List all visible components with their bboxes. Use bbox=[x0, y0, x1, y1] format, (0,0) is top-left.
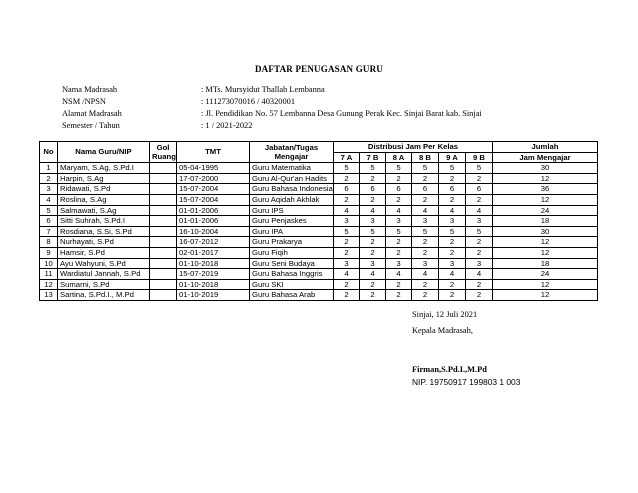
info-value: : 111273070016 / 40320001 bbox=[201, 97, 296, 106]
signature-place-date: Sinjai, 12 Juli 2021 bbox=[412, 310, 478, 319]
cell-no: 6 bbox=[40, 216, 58, 227]
cell-no: 12 bbox=[40, 279, 58, 290]
cell-class-8b: 2 bbox=[412, 194, 439, 205]
cell-class-8a: 2 bbox=[386, 290, 412, 301]
cell-class-9b: 5 bbox=[466, 226, 493, 237]
cell-gol-ruang bbox=[150, 194, 177, 205]
cell-teacher-name: Ridawati, S.Pd bbox=[58, 184, 150, 195]
cell-class-7b: 5 bbox=[360, 226, 386, 237]
cell-class-8a: 5 bbox=[386, 226, 412, 237]
table-row bbox=[40, 194, 598, 205]
cell-class-8b: 3 bbox=[412, 216, 439, 227]
table-row bbox=[40, 290, 598, 301]
table-header-row bbox=[40, 142, 598, 153]
cell-class-9b: 4 bbox=[466, 269, 493, 280]
signature-position: Kepala Madrasah, bbox=[412, 326, 473, 335]
cell-jabatan: Guru Bahasa Indonesia bbox=[250, 184, 334, 195]
cell-total-hours: 12 bbox=[493, 279, 598, 290]
cell-class-8a: 4 bbox=[386, 205, 412, 216]
cell-jabatan: Guru Matematika bbox=[250, 163, 334, 174]
info-label: Semester / Tahun bbox=[62, 121, 120, 130]
cell-class-9b: 2 bbox=[466, 247, 493, 258]
cell-teacher-name: Sitti Suhrah, S.Pd.I bbox=[58, 216, 150, 227]
cell-jabatan: Guru Bahasa Inggris bbox=[250, 269, 334, 280]
cell-class-8b: 2 bbox=[412, 247, 439, 258]
cell-total-hours: 12 bbox=[493, 237, 598, 248]
cell-class-7a: 2 bbox=[334, 290, 360, 301]
cell-jabatan: Guru IPA bbox=[250, 226, 334, 237]
cell-tmt: 15-07-2019 bbox=[177, 269, 250, 280]
cell-total-hours: 12 bbox=[493, 290, 598, 301]
signature-name: Firman,S.Pd.I.,M.Pd bbox=[412, 365, 487, 374]
cell-class-7a: 3 bbox=[334, 216, 360, 227]
cell-teacher-name: Roslina, S.Ag bbox=[58, 194, 150, 205]
cell-class-8a: 3 bbox=[386, 216, 412, 227]
cell-total-hours: 18 bbox=[493, 216, 598, 227]
cell-class-8a: 2 bbox=[386, 279, 412, 290]
cell-class-8b: 6 bbox=[412, 184, 439, 195]
header-tmt: TMT bbox=[177, 142, 250, 163]
cell-jabatan: Guru Fiqih bbox=[250, 247, 334, 258]
header-jabatan bbox=[250, 142, 334, 163]
cell-class-7a: 2 bbox=[334, 247, 360, 258]
cell-class-7a: 2 bbox=[334, 279, 360, 290]
cell-teacher-name: Salmawati, S.Ag bbox=[58, 205, 150, 216]
info-value: : Jl. Pendidikan No. 57 Lembanna Desa Gunung Perak Kec. Sinjai Barat kab. Sinjai bbox=[201, 109, 482, 118]
cell-class-7b: 2 bbox=[360, 279, 386, 290]
cell-total-hours: 24 bbox=[493, 269, 598, 280]
cell-class-9a: 2 bbox=[439, 173, 466, 184]
cell-class-8a: 2 bbox=[386, 194, 412, 205]
cell-class-8b: 2 bbox=[412, 279, 439, 290]
teacher-assignment-table bbox=[39, 141, 598, 301]
cell-jabatan: Guru Penjaskes bbox=[250, 216, 334, 227]
table-row bbox=[40, 226, 598, 237]
cell-tmt: 01-10-2019 bbox=[177, 290, 250, 301]
header-jabatan-line2: Mengajar bbox=[274, 152, 309, 162]
cell-total-hours: 30 bbox=[493, 226, 598, 237]
cell-no: 10 bbox=[40, 258, 58, 269]
signature-nip: NIP. 19750917 199803 1 003 bbox=[412, 377, 521, 387]
cell-total-hours: 12 bbox=[493, 194, 598, 205]
cell-class-9b: 3 bbox=[466, 216, 493, 227]
table-row bbox=[40, 216, 598, 227]
cell-jabatan: Guru SKI bbox=[250, 279, 334, 290]
cell-gol-ruang bbox=[150, 216, 177, 227]
cell-tmt: 01-01-2006 bbox=[177, 205, 250, 216]
cell-gol-ruang bbox=[150, 258, 177, 269]
cell-teacher-name: Maryam, S.Ag, S.Pd.I bbox=[58, 163, 150, 174]
cell-class-9a: 4 bbox=[439, 269, 466, 280]
header-jam-mengajar: Jam Mengajar bbox=[493, 152, 598, 163]
cell-no: 3 bbox=[40, 184, 58, 195]
cell-class-9b: 2 bbox=[466, 173, 493, 184]
cell-gol-ruang bbox=[150, 226, 177, 237]
header-class-9b: 9 B bbox=[466, 152, 493, 163]
cell-jabatan: Guru Bahasa Arab bbox=[250, 290, 334, 301]
cell-tmt: 02-01-2017 bbox=[177, 247, 250, 258]
cell-class-8b: 4 bbox=[412, 269, 439, 280]
cell-class-8b: 2 bbox=[412, 173, 439, 184]
table-row bbox=[40, 163, 598, 174]
cell-class-9a: 2 bbox=[439, 237, 466, 248]
cell-class-7b: 3 bbox=[360, 258, 386, 269]
header-class-8b: 8 B bbox=[412, 152, 439, 163]
cell-tmt: 01-10-2018 bbox=[177, 258, 250, 269]
header-class-7a: 7 A bbox=[334, 152, 360, 163]
cell-class-7b: 2 bbox=[360, 237, 386, 248]
cell-class-7a: 2 bbox=[334, 173, 360, 184]
cell-class-7a: 4 bbox=[334, 205, 360, 216]
cell-teacher-name: Sumarni, S.Pd bbox=[58, 279, 150, 290]
cell-class-9a: 5 bbox=[439, 226, 466, 237]
cell-gol-ruang bbox=[150, 184, 177, 195]
cell-class-9b: 2 bbox=[466, 290, 493, 301]
cell-jabatan: Guru IPS bbox=[250, 205, 334, 216]
cell-class-7a: 2 bbox=[334, 237, 360, 248]
header-no: No bbox=[40, 142, 58, 163]
cell-class-8a: 6 bbox=[386, 184, 412, 195]
header-class-8a: 8 A bbox=[386, 152, 412, 163]
info-label: Alamat Madrasah bbox=[62, 109, 122, 118]
table-row bbox=[40, 184, 598, 195]
cell-total-hours: 18 bbox=[493, 258, 598, 269]
cell-gol-ruang bbox=[150, 173, 177, 184]
cell-gol-ruang bbox=[150, 279, 177, 290]
cell-no: 1 bbox=[40, 163, 58, 174]
cell-tmt: 16-10-2004 bbox=[177, 226, 250, 237]
cell-total-hours: 12 bbox=[493, 173, 598, 184]
info-value: : 1 / 2021-2022 bbox=[201, 121, 253, 130]
cell-class-8b: 2 bbox=[412, 237, 439, 248]
header-jumlah: Jumlah bbox=[493, 142, 598, 153]
cell-gol-ruang bbox=[150, 290, 177, 301]
cell-total-hours: 24 bbox=[493, 205, 598, 216]
cell-jabatan: Guru Seni Budaya bbox=[250, 258, 334, 269]
table-row bbox=[40, 205, 598, 216]
cell-class-7b: 4 bbox=[360, 205, 386, 216]
cell-no: 5 bbox=[40, 205, 58, 216]
cell-class-7a: 6 bbox=[334, 184, 360, 195]
cell-no: 9 bbox=[40, 247, 58, 258]
cell-class-7b: 4 bbox=[360, 269, 386, 280]
cell-class-9a: 4 bbox=[439, 205, 466, 216]
cell-class-9b: 6 bbox=[466, 184, 493, 195]
table-row bbox=[40, 258, 598, 269]
table-row bbox=[40, 279, 598, 290]
cell-gol-ruang bbox=[150, 247, 177, 258]
cell-class-9a: 5 bbox=[439, 163, 466, 174]
info-label: Nama Madrasah bbox=[62, 85, 118, 94]
header-gol-ruang bbox=[150, 142, 177, 163]
cell-class-8b: 4 bbox=[412, 205, 439, 216]
cell-class-8a: 2 bbox=[386, 247, 412, 258]
cell-jabatan: Guru Al-Qur'an Hadits bbox=[250, 173, 334, 184]
cell-gol-ruang bbox=[150, 163, 177, 174]
cell-jabatan: Guru Aqidah Akhlak bbox=[250, 194, 334, 205]
header-distribusi: Distribusi Jam Per Kelas bbox=[334, 142, 493, 153]
cell-tmt: 15-07-2004 bbox=[177, 194, 250, 205]
cell-class-9b: 2 bbox=[466, 194, 493, 205]
cell-class-9b: 3 bbox=[466, 258, 493, 269]
cell-class-8b: 2 bbox=[412, 290, 439, 301]
cell-class-8b: 5 bbox=[412, 163, 439, 174]
cell-class-8a: 2 bbox=[386, 173, 412, 184]
cell-total-hours: 30 bbox=[493, 163, 598, 174]
cell-class-8b: 3 bbox=[412, 258, 439, 269]
table-row bbox=[40, 237, 598, 248]
table-row bbox=[40, 173, 598, 184]
cell-class-8a: 5 bbox=[386, 163, 412, 174]
cell-class-8a: 2 bbox=[386, 237, 412, 248]
header-class-7b: 7 B bbox=[360, 152, 386, 163]
cell-tmt: 15-07-2004 bbox=[177, 184, 250, 195]
document-title: DAFTAR PENUGASAN GURU bbox=[254, 64, 384, 74]
cell-no: 4 bbox=[40, 194, 58, 205]
table-body bbox=[40, 163, 598, 301]
cell-total-hours: 12 bbox=[493, 247, 598, 258]
cell-class-7a: 2 bbox=[334, 194, 360, 205]
cell-class-7b: 2 bbox=[360, 247, 386, 258]
cell-teacher-name: Wardiatul Jannah, S.Pd bbox=[58, 269, 150, 280]
cell-class-7a: 3 bbox=[334, 258, 360, 269]
cell-class-9a: 2 bbox=[439, 194, 466, 205]
header-ruang: Ruang bbox=[152, 152, 176, 162]
header-class-9a: 9 A bbox=[439, 152, 466, 163]
cell-class-7b: 3 bbox=[360, 216, 386, 227]
cell-gol-ruang bbox=[150, 269, 177, 280]
info-value: : MTs. Mursyidut Thallab Lembanna bbox=[201, 85, 325, 94]
cell-class-9a: 2 bbox=[439, 279, 466, 290]
cell-gol-ruang bbox=[150, 237, 177, 248]
cell-class-9b: 5 bbox=[466, 163, 493, 174]
cell-class-7b: 6 bbox=[360, 184, 386, 195]
header-jabatan-line1: Jabatan/Tugas bbox=[264, 142, 319, 152]
header-gol: Gol bbox=[156, 142, 170, 152]
cell-class-7b: 2 bbox=[360, 173, 386, 184]
cell-class-9b: 2 bbox=[466, 237, 493, 248]
cell-class-8a: 3 bbox=[386, 258, 412, 269]
cell-no: 2 bbox=[40, 173, 58, 184]
cell-no: 8 bbox=[40, 237, 58, 248]
cell-class-9a: 3 bbox=[439, 258, 466, 269]
info-label: NSM /NPSN bbox=[62, 97, 106, 106]
cell-no: 11 bbox=[40, 269, 58, 280]
cell-teacher-name: Nurhayati, S.Pd bbox=[58, 237, 150, 248]
cell-class-8a: 4 bbox=[386, 269, 412, 280]
cell-no: 7 bbox=[40, 226, 58, 237]
cell-class-9b: 4 bbox=[466, 205, 493, 216]
cell-class-7b: 5 bbox=[360, 163, 386, 174]
cell-tmt: 01-01-2006 bbox=[177, 216, 250, 227]
cell-class-7a: 4 bbox=[334, 269, 360, 280]
cell-class-7b: 2 bbox=[360, 194, 386, 205]
cell-no: 13 bbox=[40, 290, 58, 301]
cell-class-9a: 6 bbox=[439, 184, 466, 195]
cell-teacher-name: Ayu Wahyuni, S.Pd bbox=[58, 258, 150, 269]
cell-tmt: 16-07-2012 bbox=[177, 237, 250, 248]
cell-total-hours: 36 bbox=[493, 184, 598, 195]
table-row bbox=[40, 247, 598, 258]
table-row bbox=[40, 269, 598, 280]
cell-tmt: 17-07-2000 bbox=[177, 173, 250, 184]
cell-class-7b: 2 bbox=[360, 290, 386, 301]
cell-teacher-name: Sartina, S.Pd.I., M.Pd bbox=[58, 290, 150, 301]
cell-teacher-name: Harpin, S.Ag bbox=[58, 173, 150, 184]
cell-class-9a: 3 bbox=[439, 216, 466, 227]
cell-class-7a: 5 bbox=[334, 163, 360, 174]
cell-gol-ruang bbox=[150, 205, 177, 216]
cell-jabatan: Guru Prakarya bbox=[250, 237, 334, 248]
cell-class-9a: 2 bbox=[439, 290, 466, 301]
cell-class-8b: 5 bbox=[412, 226, 439, 237]
cell-tmt: 05-04-1995 bbox=[177, 163, 250, 174]
header-teacher-name: Nama Guru/NIP bbox=[58, 142, 150, 163]
cell-class-7a: 5 bbox=[334, 226, 360, 237]
cell-teacher-name: Hamsir, S.Pd bbox=[58, 247, 150, 258]
cell-teacher-name: Rosdiana, S.Si, S.Pd bbox=[58, 226, 150, 237]
cell-class-9a: 2 bbox=[439, 247, 466, 258]
cell-class-9b: 2 bbox=[466, 279, 493, 290]
cell-tmt: 01-10-2018 bbox=[177, 279, 250, 290]
